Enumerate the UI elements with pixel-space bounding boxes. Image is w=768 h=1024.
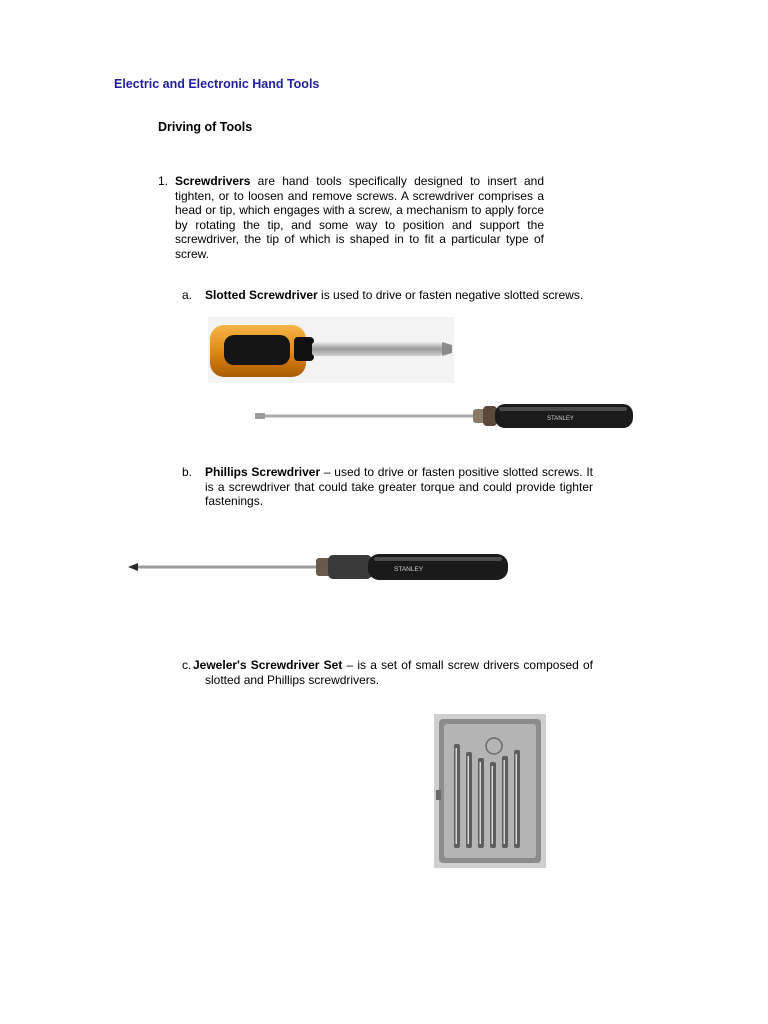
slotted-screwdriver-closeup-image	[208, 317, 454, 383]
phillips-description: – used to drive or fasten positive slotted screws. It is a screwdriver that could take greater torque and could provide tighter fastenings.	[205, 465, 593, 509]
section-subheading: Driving of Tools	[158, 120, 253, 134]
brand-label: STANLEY	[394, 566, 424, 573]
list-item-slotted	[182, 288, 593, 303]
list-item-jeweler	[182, 658, 593, 687]
term-phillips-screwdriver: Phillips Screwdriver	[205, 465, 321, 479]
term-jewelers-screwdriver-set: Jeweler's Screwdriver Set	[193, 658, 343, 672]
screwdrivers-description: are hand tools specifically designed to insert and tighten, or to loosen and remove screws. A screwdriver comprises a head or tip, which engages with a screw, a mechanism to apply force by rotating the tip, and some way to position and support the screwdriver, the tip of which is shaped in to fit a particular type of screw.	[175, 174, 544, 261]
phillips-screwdriver-image	[128, 550, 510, 584]
list-marker: b.	[182, 465, 193, 479]
list-marker: a.	[182, 288, 193, 302]
screwdrivers-paragraph	[158, 174, 544, 262]
jeweler-description: – is a set of small screw drivers composed of slotted and Phillips screwdrivers.	[205, 658, 593, 687]
jewelers-screwdriver-set-image	[434, 714, 546, 868]
term-screwdrivers: Screwdrivers	[175, 174, 251, 188]
term-slotted-screwdriver: Slotted Screwdriver	[205, 288, 318, 302]
list-marker: c.	[182, 658, 192, 672]
document-heading: Electric and Electronic Hand Tools	[114, 77, 320, 91]
list-item-phillips	[182, 465, 593, 509]
brand-label: STANLEY	[547, 416, 574, 422]
slotted-description: is used to drive or fasten negative slotted screws.	[317, 288, 584, 302]
slotted-screwdriver-image	[255, 400, 635, 432]
list-number: 1.	[158, 174, 169, 188]
